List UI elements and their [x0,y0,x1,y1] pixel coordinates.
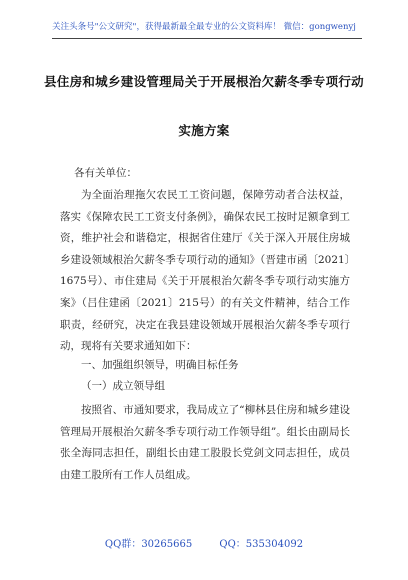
salutation: 各有关单位： [74,167,137,179]
section-heading-1: 一、加强组织领导，明确目标任务 [81,359,239,371]
footer-qq-group: QQ群：30265665 [104,539,193,550]
paragraph-intro: 为全面治理拖欠农民工工资问题，保障劳动者合法权益，落实《保障农民工工资支付条例》，确保农民工按时足额拿到工资，维护社会和谐稳定，根据省住建厅《关于深入开展住房城乡建设领域根治欠薪冬季专项行动的通知》（晋建市函〔2021〕1675号）、市住建局《关于开展根治欠薪冬季专项行动实施方案》（吕住建函〔2021〕215号）的有关文件精神，结合工作职责，经研究，决定在我县建设领域开展根治欠薪冬季专项行动，现将有关要求通知如下： [60,189,350,353]
footer-qq-number: QQ：535304092 [219,539,304,550]
document-title-continued: 实施方案 [178,123,230,138]
footer-contact [0,535,408,550]
subsection-heading-1-1: （一）成立领导组 [81,380,165,392]
document-title: 县住房和城乡建设管理局关于开展根治欠薪冬季专项行动 [43,74,364,89]
paragraph-leadership-group: 按照省、市通知要求，我局成立了“柳林县住房和城乡建设管理局开展根治欠薪冬季专项行动工作领导组”。组长由副局长张全海同志担任，副组长由建工股股长党剑文同志担任，成员由建工股所有工作人员组成。 [60,404,350,481]
header-banner: 关注头条号"公文研究"，获得最新最全最专业的公文资料库！ 微信：gongwenyj [52,22,356,32]
header-divider [52,38,362,39]
